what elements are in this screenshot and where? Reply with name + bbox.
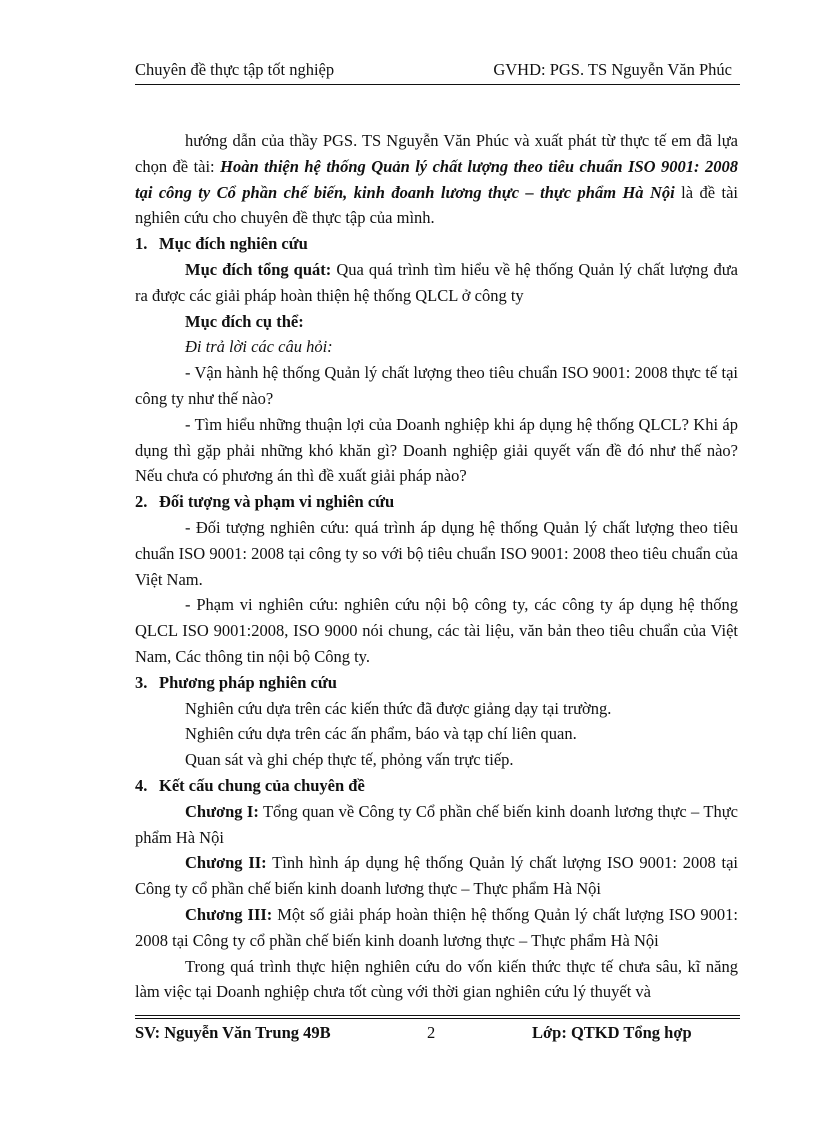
footer-rule-inner <box>135 1018 740 1019</box>
section-title: Kết cấu chung của chuyên đề <box>159 775 365 795</box>
header-rule <box>135 84 740 85</box>
section-heading-1 <box>135 231 738 257</box>
section-title: Mục đích nghiên cứu <box>159 234 308 254</box>
section-heading-4 <box>135 773 738 799</box>
section-heading-3 <box>135 670 738 696</box>
chapter-text: Một số giải pháp hoàn thiện hệ thống Quản lý chất lượng ISO 9001: 2008 tại Công ty cổ phần chế biến kinh doanh lương thực – Thực phẩm Hà Nội <box>135 904 738 950</box>
chapter-label: Chương III: <box>185 904 273 924</box>
intro-paragraph <box>135 128 738 231</box>
footer-student: SV: Nguyễn Văn Trung 49B <box>135 1023 331 1042</box>
section-title: Đối tượng và phạm vi nghiên cứu <box>159 492 395 512</box>
closing-paragraph: Trong quá trình thực hiện nghiên cứu do vốn kiến thức thực tế chưa sâu, kĩ năng làm việc tại Doanh nghiệp chưa tốt cùng với thời gian nghiên cứu lý thuyết và <box>135 956 738 1002</box>
intro-text-end: là đề tài nghiên cứu cho chuyên đề thực tập của mình. <box>135 182 738 228</box>
question-1: - Vận hành hệ thống Quản lý chất lượng theo tiêu chuẩn ISO 9001: 2008 thực tế tại công ty như thế nào? <box>135 363 738 408</box>
method-line-2: Nghiên cứu dựa trên các ấn phẩm, báo và tạp chí liên quan. <box>185 724 577 744</box>
general-purpose-label: Mục đích tổng quát: <box>185 259 332 279</box>
header-advisor: GVHD: PGS. TS Nguyễn Văn Phúc <box>493 60 732 79</box>
questions-label: Đi trả lời các câu hỏi: <box>185 337 333 357</box>
section-number: 2. <box>135 492 148 512</box>
header-title: Chuyên đề thực tập tốt nghiệp <box>135 60 335 79</box>
specific-purpose-label: Mục đích cụ thể: <box>185 311 304 331</box>
section-title: Phương pháp nghiên cứu <box>159 672 337 692</box>
scope-paragraph-2: - Phạm vi nghiên cứu: nghiên cứu nội bộ công ty, các công ty áp dụng hệ thống QLCL ISO 9001:2008, ISO 9000 nói chung, các tài liệu, văn bản theo tiêu chuẩn của Việt Nam, Các thông tin nội bộ Công ty. <box>135 595 738 666</box>
section-heading-2 <box>135 489 738 515</box>
chapter-label: Chương II: <box>185 853 267 873</box>
chapter-1 <box>135 799 738 851</box>
document-body <box>135 128 738 1005</box>
page-header <box>135 60 740 82</box>
chapter-text: Tình hình áp dụng hệ thống Quản lý chất lượng ISO 9001: 2008 tại Công ty cổ phần chế biến kinh doanh lương thực – Thực phẩm Hà Nội <box>135 853 738 899</box>
method-line-1: Nghiên cứu dựa trên các kiến thức đã được giảng dạy tại trường. <box>185 698 612 718</box>
thesis-title: Hoàn thiện hệ thống Quản lý chất lượng theo tiêu chuẩn ISO 9001: 2008 tại công ty Cổ phần chế biến, kinh đoanh lương thực – thực phẩm Hà Nội <box>135 156 738 202</box>
question-2: - Tìm hiểu những thuận lợi của Doanh nghiệp khi áp dụng hệ thống QLCL? Khi áp dụng thì gặp phải những khó khăn gì? Doanh nghiệp giải quyết vấn đề đó như thế nào? Nếu chưa có phương án thì đề xuất giải pháp nào? <box>135 414 738 486</box>
chapter-2 <box>135 850 738 902</box>
chapter-text: Tổng quan về Công ty Cổ phần chế biến kinh doanh lương thực – Thực phẩm Hà Nội <box>135 801 738 847</box>
chapter-label: Chương I: <box>185 801 259 821</box>
section-number: 4. <box>135 775 148 795</box>
scope-paragraph-1: - Đối tượng nghiên cứu: quá trình áp dụng hệ thống Quản lý chất lượng theo tiêu chuẩn ISO 9001: 2008 tại công ty so với bộ tiêu chuẩn ISO 9001: 2008 theo tiêu chuẩn của Việt Nam. <box>135 517 738 589</box>
chapter-3 <box>135 902 738 954</box>
footer-class: Lớp: QTKD Tổng hợp <box>532 1023 692 1042</box>
method-line-3: Quan sát và ghi chép thực tế, phỏng vấn trực tiếp. <box>185 750 514 770</box>
page-number: 2 <box>427 1023 436 1042</box>
general-purpose <box>135 257 738 309</box>
general-purpose-text: Qua quá trình tìm hiểu về hệ thống Quản lý chất lượng đưa ra được các giải pháp hoàn thiện hệ thống QLCL ở công ty <box>135 259 738 305</box>
section-number: 1. <box>135 234 148 254</box>
intro-text: hướng dẫn của thầy PGS. TS Nguyễn Văn Phúc và xuất phát từ thực tế em đã lựa chọn đề tài: <box>135 131 738 176</box>
footer-rule <box>135 1015 740 1016</box>
section-number: 3. <box>135 672 148 692</box>
